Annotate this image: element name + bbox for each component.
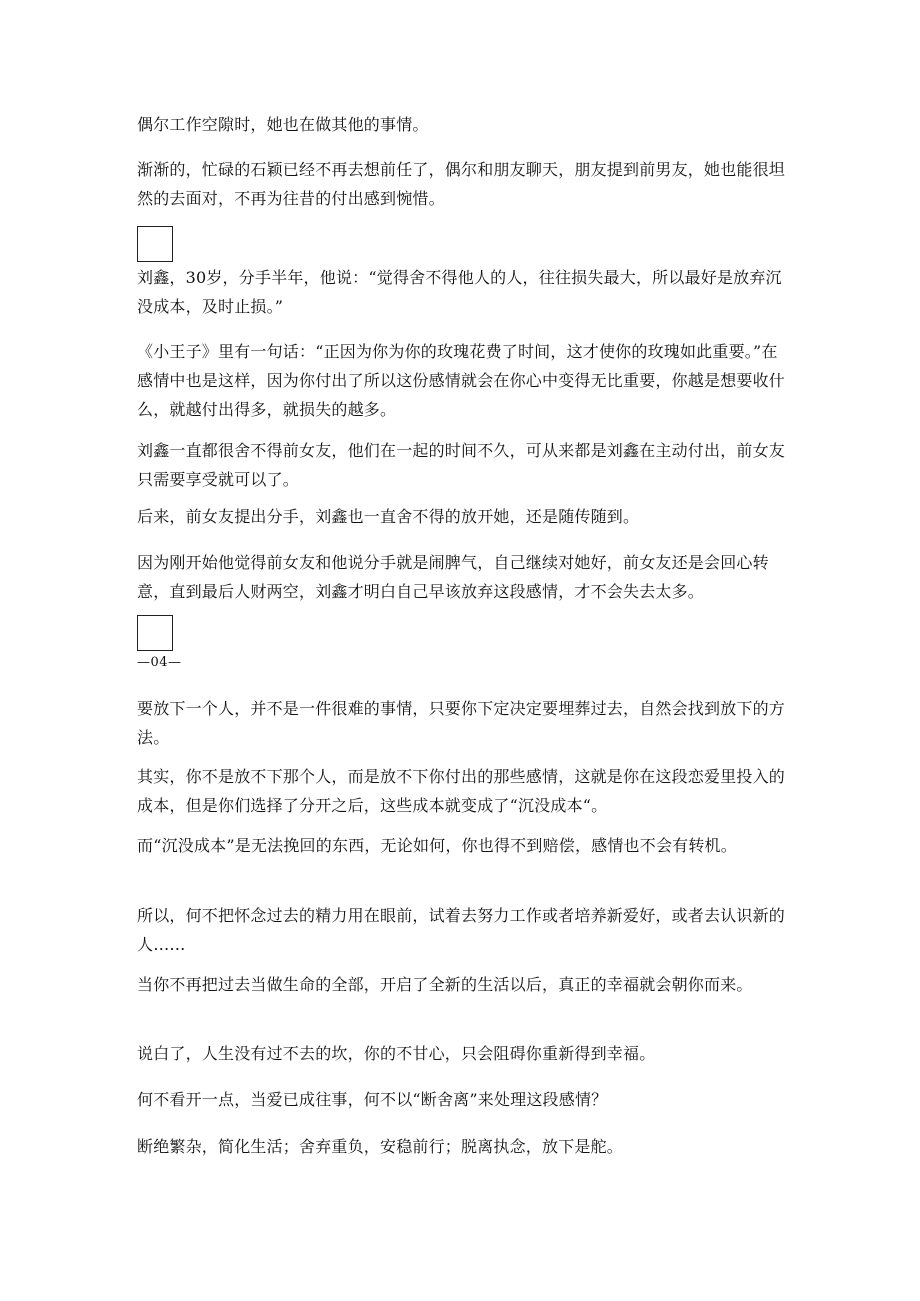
paragraph: 何不看开一点，当爱已成往事，何不以“断舍离”来处理这段感情？ — [137, 1090, 608, 1109]
paragraph: 刘鑫一直都很舍不得前女友，他们在一起的时间不久，可从来都是刘鑫在主动付出，前女友只需要享受就可以了。 — [137, 441, 786, 489]
paragraph: 当你不再把过去当做生命的全部，开启了全新的生活以后，真正的幸福就会朝你而来。 — [137, 975, 753, 994]
image-placeholder — [137, 615, 173, 651]
paragraph: 其实，你不是放不下那个人，而是放不下你付出的那些感情，这就是你在这段恋爱里投入的成本，但是你们选择了分开之后，这些成本就变成了“沉没成本“。 — [137, 767, 786, 815]
paragraph: 断绝繁杂，简化生活；舍弃重负，安稳前行；脱离执念，放下是舵。 — [137, 1137, 624, 1156]
section-marker: —04— — [137, 655, 182, 670]
paragraph: 偶尔工作空隙时，她也在做其他的事情。 — [137, 115, 429, 134]
paragraph: 所以，何不把怀念过去的精力用在眼前，试着去努力工作或者培养新爱好，或者去认识新的人…… — [137, 906, 786, 954]
paragraph: 渐渐的，忙碌的石颖已经不再去想前任了，偶尔和朋友聊天，朋友提到前男友，她也能很坦然的去面对，不再为往昔的付出感到惋惜。 — [137, 160, 786, 208]
paragraph: 后来，前女友提出分手，刘鑫也一直舍不得的放开她，还是随传随到。 — [137, 507, 640, 526]
paragraph: 刘鑫，30岁，分手半年，他说：“觉得舍不得他人的人，往往损失最大，所以最好是放弃沉没成本，及时止损。” — [137, 268, 782, 316]
paragraph: 因为刚开始他觉得前女友和他说分手就是闹脾气，自己继续对她好，前女友还是会回心转意，直到最后人财两空，刘鑫才明白自己早该放弃这段感情，才不会失去太多。 — [137, 553, 769, 601]
paragraph: 《小王子》里有一句话：“正因为你为你的玫瑰花费了时间，这才使你的玫瑰如此重要。”在感情中也是这样，因为你付出了所以这份感情就会在你心中变得无比重要，你越是想要收什么，就越付出得多，就损失的越多。 — [137, 342, 786, 419]
paragraph: 要放下一个人，并不是一件很难的事情，只要你下定决定要埋葬过去，自然会找到放下的方法。 — [137, 699, 786, 747]
image-placeholder — [137, 226, 173, 262]
paragraph: 而“沉没成本”是无法挽回的东西，无论如何，你也得不到赔偿，感情也不会有转机。 — [137, 836, 737, 855]
paragraph: 说白了，人生没有过不去的坎，你的不甘心，只会阻碍你重新得到幸福。 — [137, 1044, 656, 1063]
